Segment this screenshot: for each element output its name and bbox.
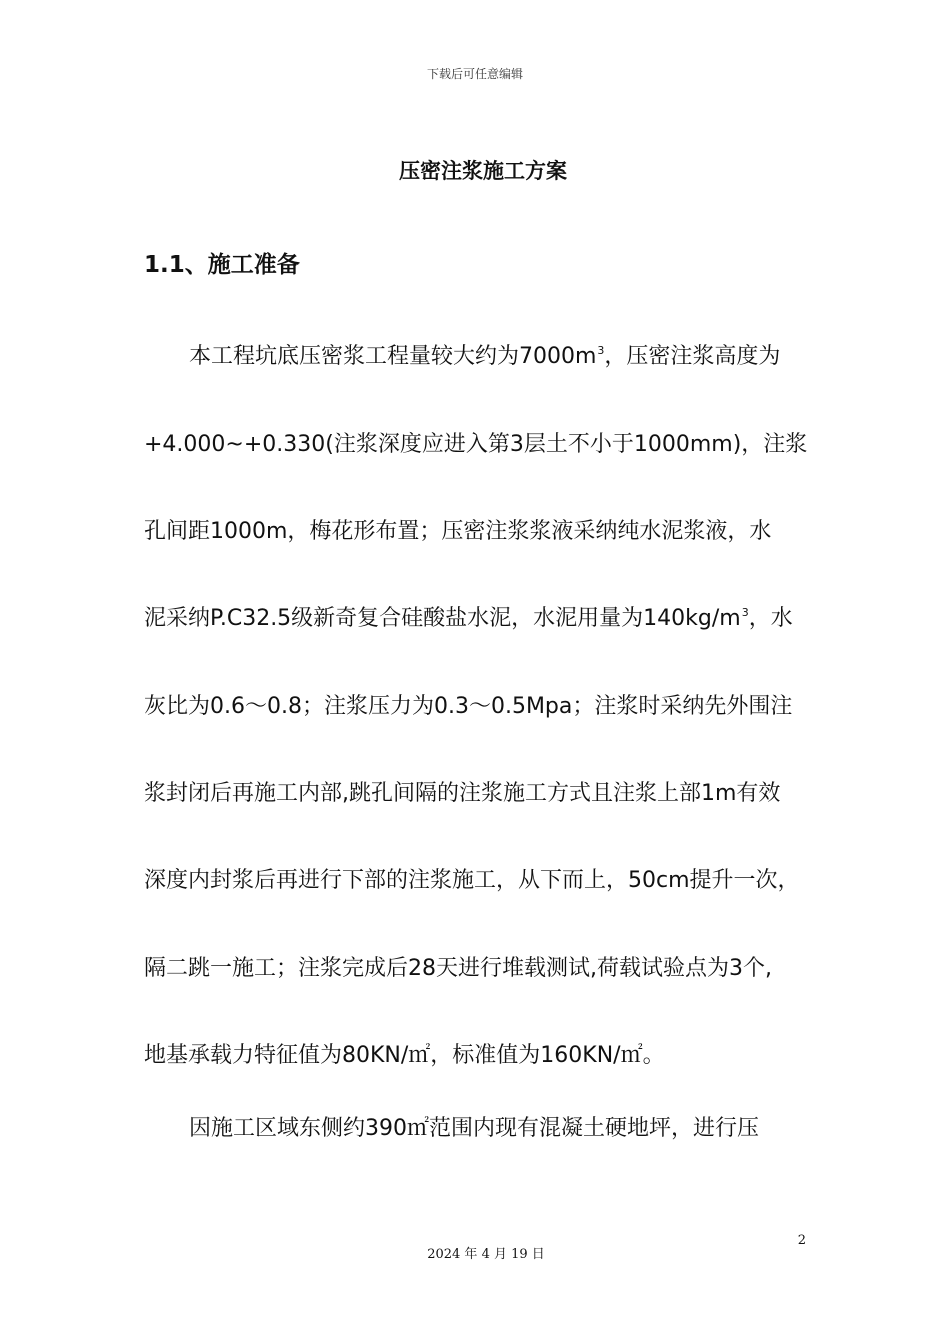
text-segment: ，压密注浆高度为	[604, 344, 781, 369]
paragraph-1-line-1	[189, 341, 814, 373]
page-header: 下载后可任意编辑	[426, 67, 523, 81]
paragraph-1-line-5: 灰比为0.6～0.8；注浆压力为0.3～0.5Mpa；注浆时采纳先外围注	[144, 694, 793, 719]
paragraph-1-line-9: 地基承载力特征值为80KN/㎡，标准值为160KN/㎡。	[144, 1043, 665, 1068]
paragraph-1-line-2: +4.000~+0.330(注浆深度应进入第3层土不小于1000mm)，注浆	[144, 432, 808, 457]
paragraph-1-line-4	[144, 603, 814, 635]
paragraph-2-line-1: 因施工区域东侧约390㎡范围内现有混凝土硬地坪，进行压	[189, 1116, 759, 1141]
document-title: 压密注浆施工方案	[399, 159, 567, 183]
footer-date: 2024 年 4 月 19 日	[427, 1247, 545, 1262]
superscript: 3	[597, 344, 605, 357]
paragraph-1-line-3: 孔间距1000m，梅花形布置；压密注浆浆液采纳纯水泥浆液，水	[144, 519, 772, 544]
paragraph-1-line-6: 浆封闭后再施工内部,跳孔间隔的注浆施工方式且注浆上部1m有效	[144, 781, 781, 806]
superscript: 3	[741, 606, 749, 619]
text-segment: 本工程坑底压密浆工程量较大约为7000m	[189, 344, 597, 369]
paragraph-1-line-8: 隔二跳一施工；注浆完成后28天进行堆载测试,荷载试验点为3个,	[144, 956, 772, 981]
paragraph-1-line-7: 深度内封浆后再进行下部的注浆施工，从下而上，50cm提升一次，	[144, 868, 800, 893]
page-number: 2	[797, 1233, 806, 1248]
text-segment: ，水	[748, 606, 793, 631]
text-segment: 泥采纳P.C32.5级新奇复合硅酸盐水泥，水泥用量为140kg/m	[144, 606, 741, 631]
section-heading: 1.1、施工准备	[144, 252, 300, 278]
